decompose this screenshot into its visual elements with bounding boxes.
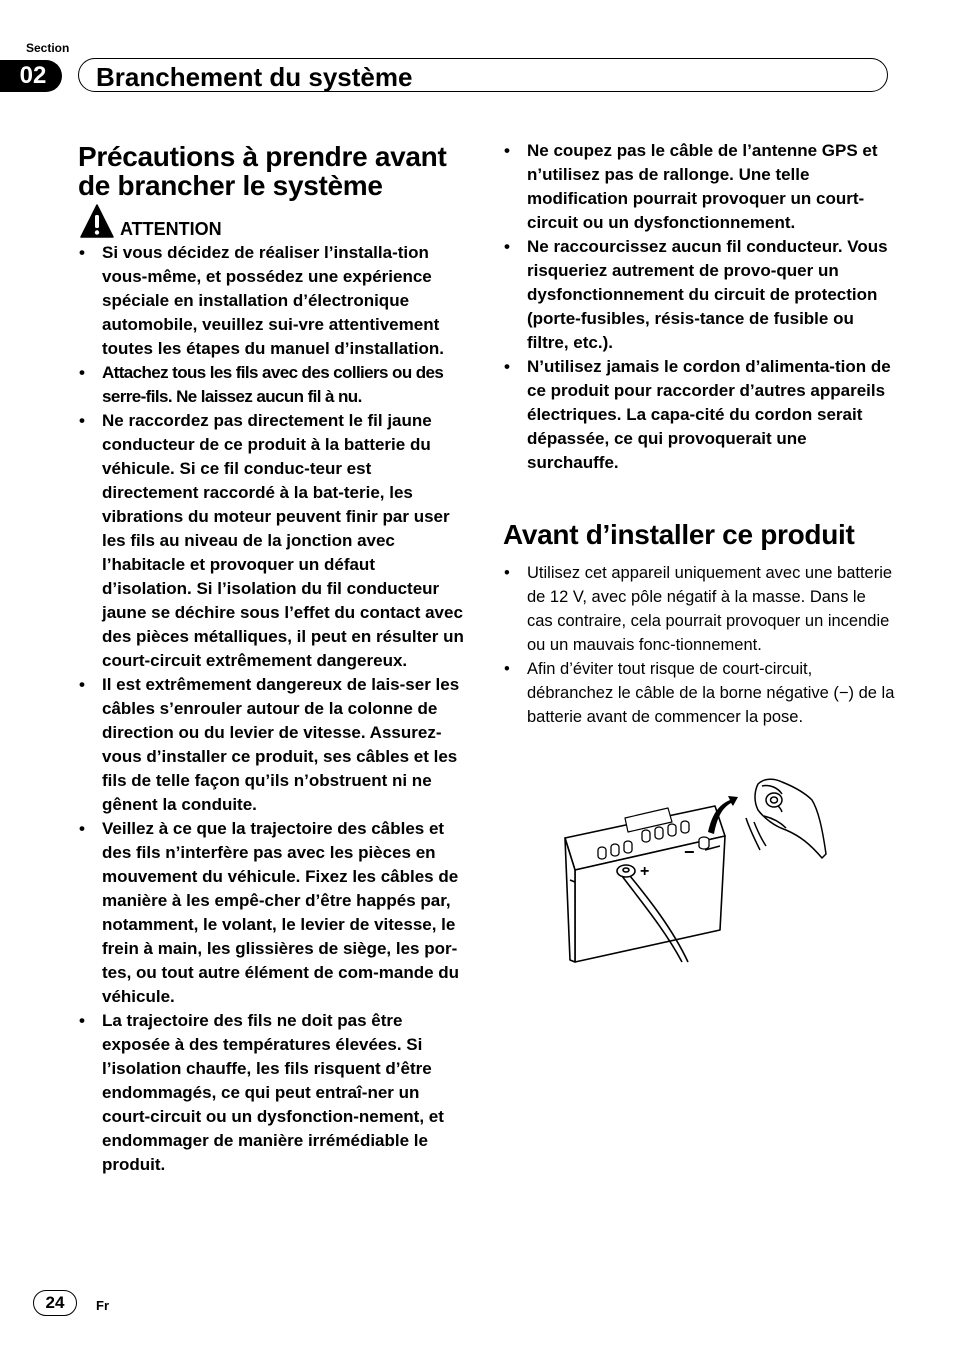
section-title: Branchement du système <box>96 62 413 92</box>
list-item: • Veillez à ce que la trajectoire des câbles et des fils n’interfère pas avec les pièces en mouvement du véhicule. Fixez les câbles de manière à les empê-cher d’être happés par, notamment, le volant, le levier de vitesse, le frein à main, les glissières de siège, les por-tes, ou tout autre élément de com-mande du véhicule. <box>78 817 468 1009</box>
section-label: Section <box>26 41 70 55</box>
list-item: • Ne coupez pas le câble de l’antenne GPS et n’utilisez pas de rallonge. Une telle modification pourrait provoquer un court-circuit ou un dysfonctionnement. <box>503 139 895 235</box>
list-item: • Utilisez cet appareil uniquement avec une batterie de 12 V, avec pôle négatif à la masse. Dans le cas contraire, cela pourrait provoquer un incendie ou un mauvais fonc-tionnement. <box>503 561 895 657</box>
list-item: • Attachez tous les fils avec des colliers ou des serre-fils. Ne laissez aucun fil à nu. <box>78 361 468 409</box>
install-heading: Avant d’installer ce produit <box>503 519 855 550</box>
list-item: • Ne raccourcissez aucun fil conducteur. Vous risqueriez autrement de provo-quer un dysfonctionnement du circuit de protection (porte-fusibles, résis-tance de fusible ou filtre, etc.). <box>503 235 895 355</box>
precautions-heading: Précautions à prendre avant de brancher le système <box>78 141 447 201</box>
attention-label: ATTENTION <box>120 219 222 239</box>
warning-triangle-icon <box>80 204 114 238</box>
list-item: • La trajectoire des fils ne doit pas être exposée à des températures élevées. Si l’isolation chauffe, les fils risquent d’être endommagés, ce qui peut entraî-ner un court-circuit ou un dysfonction-nement, et endommager de manière irrémédiable le produit. <box>78 1009 468 1177</box>
section-number-badge: 02 <box>0 60 62 92</box>
list-item: • Si vous décidez de réaliser l’installa-tion vous-même, et possédez une expérience spéciale en installation d’électronique automobile, veuillez sui-vre attentivement toutes les étapes du manuel d’installation. <box>78 241 468 361</box>
list-item: • Afin d’éviter tout risque de court-circuit, débranchez le câble de la borne négative (−) de la batterie avant de commencer la pose. <box>503 657 895 729</box>
install-list <box>503 561 895 729</box>
attention-notice <box>80 204 222 240</box>
precautions-list-right <box>503 139 895 475</box>
list-item: • N’utilisez jamais le cordon d’alimenta-tion de ce produit pour raccorder d’autres appareils électriques. La capa-cité du cordon serait dépassée, ce qui provoquerait une surchauffe. <box>503 355 895 475</box>
list-item: • Il est extrêmement dangereux de lais-ser les câbles s’enrouler autour de la colonne de direction ou du levier de vitesse. Assurez-vous d’installer ce produit, ses câbles et les fils de telle façon qu’ils n’obstruent ni ne gênent la conduite. <box>78 673 468 817</box>
list-item: • Ne raccordez pas directement le fil jaune conducteur de ce produit à la batterie du véhicule. Si ce fil conduc-teur est directement raccordé à la bat-terie, les vibrations du moteur peuvent finir par user les fils au niveau de la jonction avec l’habitacle et provoquer un défaut d’isolation. Si l’isolation du fil conducteur jaune se déchire sous l’effet du contact avec des pièces métalliques, il peut en résulter un court-circuit extrêmement dangereux. <box>78 409 468 673</box>
language-code: Fr <box>96 1298 109 1313</box>
page-number: 24 <box>33 1290 77 1316</box>
battery-disconnect-illustration <box>560 770 835 970</box>
plus-sign: + <box>640 863 650 880</box>
hand-icon <box>746 779 826 858</box>
precautions-list-left <box>78 241 468 1177</box>
minus-sign: − <box>684 842 695 862</box>
